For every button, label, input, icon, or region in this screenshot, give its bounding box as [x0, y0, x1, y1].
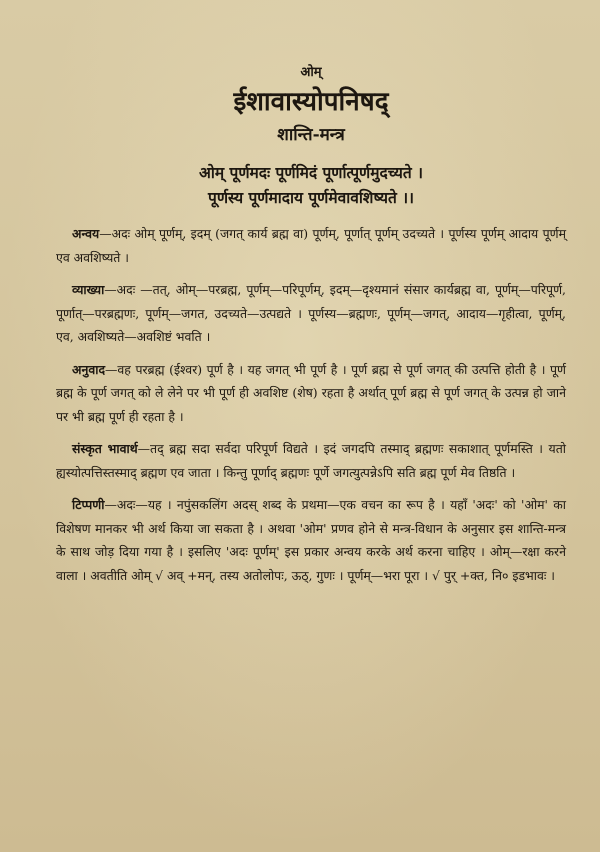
anuvad-label: अनुवाद: [72, 361, 106, 377]
tippani-text: —अदः—यह । नपुंसकलिंग अदस् शब्द के प्रथमा—एक वचन का रूप है । यहाँ 'अदः' को 'ओम' का विशेषण मानकर भी अर्थ किया जा सकता है । अथवा 'ओम' प्रणव होने से मन्त्र-विधान के अनुसार इस शान्ति-मन्त्र के साथ जोड़ दिया गया है । इसलिए 'अदः पूर्णम्' इस प्रकार अन्वय करके अर्थ करना चाहिए । ओम्—रक्षा करने वाला । अवतीति ओम् √ अव् +मन्, तस्य अतोलोपः, ऊठ्, गुणः । पूर्णम्—भरा पूरा । √ पुर् +क्त, नि० इडभावः ।: [56, 497, 566, 583]
anvaya-label: अन्वय: [72, 226, 100, 241]
mantra-line-2: पूर्णस्य पूर्णमादाय पूर्णमेवावशिष्यते ।।: [208, 188, 414, 207]
sanskrit-bhavarth-text: —तद् ब्रह्म सदा सर्वदा परिपूर्ण विद्यते । इदं जगदपि तस्माद् ब्रह्मणः सकाशात् पूर्णमस्ति । यतो ह्यस्योत्पत्तिस्तस्माद् ब्रह्मण एव जाता । किन्तु पूर्णाद् ब्रह्मणः पूर्णे जगत्युत्पन्नेऽपि सति ब्रह्म पूर्ण मेव तिष्ठति ।: [56, 441, 566, 480]
vyakhya-label: व्याख्या: [72, 282, 105, 297]
invocation-om: ओम्: [300, 65, 322, 80]
page-title: ईशावास्योपनिषद्: [233, 87, 389, 117]
vyakhya-text: —अदः —तत्, ओम्—परब्रह्म, पूर्णम्—परिपूर्णम्, इदम्—दृश्यमानं संसार कार्यब्रह्म वा, पूर्णम्—परिपूर्ण, पूर्णात्—परब्रह्मणः, पूर्णम्—जगत, उदच्यते—उत्पद्यते । पूर्णस्य—ब्रह्मणः, पूर्णम्—जगत्, आदाय—गृहीत्वा, पूर्णम्, एव, अवशिष्यते—अवशिष्टं भवति ।: [56, 282, 566, 344]
shanti-mantra: [56, 160, 566, 210]
tippani-label: टिप्पणी: [72, 497, 105, 512]
sanskrit-bhavarth-paragraph: [56, 437, 566, 484]
anvaya-text: —अदः ओम् पूर्णम्, इदम् (जगत् कार्य ब्रह्म वा) पूर्णम्, पूर्णात् पूर्णम् उदच्यते । पूर्णस्य पूर्णम् आदाय पूर्णम् एव अवशिष्यते ।: [56, 226, 566, 265]
anuvad-paragraph: [56, 358, 566, 429]
mantra-line-1: ओम् पूर्णमदः पूर्णमिदं पूर्णात्पूर्णमुदच्यते ।: [199, 163, 423, 182]
section-title: शान्ति-मन्त्र: [277, 125, 345, 145]
sanskrit-bhavarth-label: संस्कृत भावार्थ: [72, 441, 138, 456]
vyakhya-paragraph: [56, 278, 566, 349]
anvaya-paragraph: [56, 222, 566, 269]
anuvad-text: —वह परब्रह्म (ईश्वर) पूर्ण है । यह जगत् भी पूर्ण है । पूर्ण ब्रह्म से पूर्ण जगत् की उत्पत्ति होती है । पूर्ण ब्रह्म के पूर्ण जगत् को ले लेने पर भी पूर्ण ही अवशिष्ट (शेष) रहता है अर्थात् पूर्ण ब्रह्म से पूर्ण जगत् के उत्पन्न हो जाने पर भी ब्रह्म पूर्ण ही रहता है ।: [56, 361, 566, 424]
tippani-paragraph: [56, 493, 566, 587]
